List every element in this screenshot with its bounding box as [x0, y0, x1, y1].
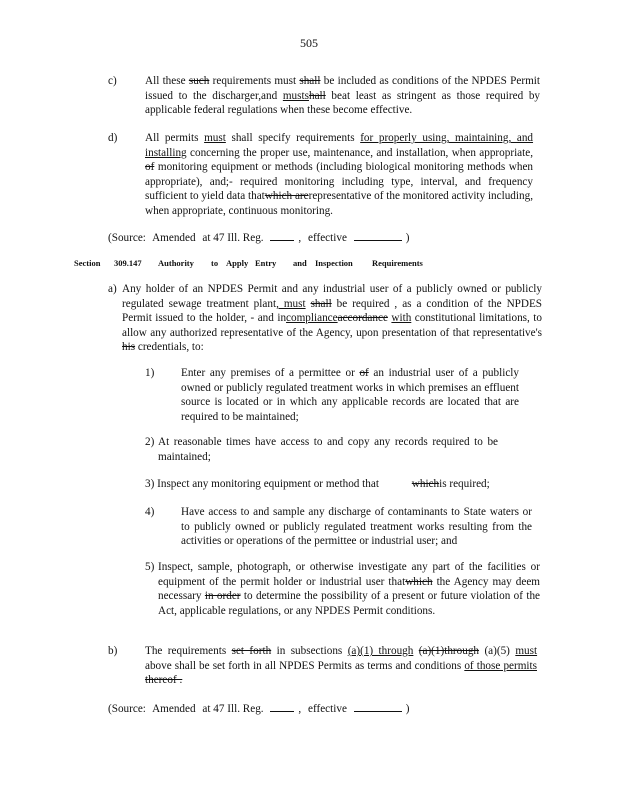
page-number: 505 — [300, 36, 318, 50]
item-d-label: d) — [108, 132, 118, 144]
blank-reg-1 — [270, 229, 294, 241]
subitem-a2-label: 2) — [145, 436, 155, 448]
subitem-a5-text: Inspect, sample, photograph, or otherwise investigate any part of the facilities or equipment of the permit holder or industrial user thatwhich the Agency may deem necessary in order to determine the possibility of a present or future violation of the Act, applicable regulations, or any NPDES Permit conditions. — [158, 561, 541, 617]
source-note-2: (Source: Amended at 47 Ill. Reg. , effective ) — [108, 700, 413, 717]
section-title-word: to — [211, 258, 219, 268]
subitem-a5-label: 5) — [145, 561, 155, 573]
blank-effective-1 — [354, 229, 402, 241]
blank-effective-2 — [354, 700, 402, 712]
section-title-word: Inspection — [315, 258, 353, 268]
blank-reg-2 — [270, 700, 294, 712]
item-c-label: c) — [108, 75, 117, 87]
subitem-a1-text: Enter any premises of a permittee or of an industrial user of a publicly owned or publicly regulated treatment works in which premises an effluent source is located or in which any applicable records are located that are required to be maintained; — [181, 367, 520, 423]
subsection-a-label: a) — [108, 283, 117, 295]
item-b-label: b) — [108, 645, 118, 657]
item-d-text: All permits must shall specify requirements for properly using, maintaining, and installing concerning the proper use, maintenance, and installation, when appropriate, of monitoring equipment or methods (including biological monitoring methods when appropriate), and;- required monitoring including type, interval, and frequency sufficient to yield data thatwhich arerepresentative of the monitored activity including, when appropriate, continuous monitoring. — [145, 132, 534, 217]
section-title-word: Entry — [255, 258, 277, 268]
item-c-text: All these such requirements must shall be included as conditions of the NPDES Permit issued to the discharger,and mustshall beat least as stringent as those required by applicable federal regulations when these become effective. — [145, 75, 541, 117]
subitem-a3-label: 3) — [145, 478, 155, 490]
subitem-a2-text: At reasonable times have access to and copy any records required to be maintained; — [158, 436, 498, 463]
section-title-word: Requirements — [372, 258, 423, 268]
subitem-a1-label: 1) — [145, 367, 155, 379]
section-title-word: Apply — [226, 258, 249, 268]
subitem-a4-label: 4) — [145, 506, 155, 518]
subitem-a3: 3) Inspect any monitoring equipment or method that whichis required; — [145, 478, 490, 490]
subsection-a-text: Any holder of an NPDES Permit and any industrial user of a publicly owned or publicly regulated sewage treatment plant, must shall be required , as a condition of the NPDES Permit issued to the holder, - and incomplianceaccordance with constitutional limitations, to allow any authorized representative of the Agency, upon presentation of that representative's his credentials, to: — [122, 283, 543, 354]
subitem-a4-text: Have access to and sample any discharge of contaminants to State waters or to publicly owned or publicly regulated treatment works resulting from the activities or operations of the permittee or industrial user; and — [181, 506, 532, 548]
item-b-text: The requirements set forth in subsections (a)(1) through (a)(1)through (a)(5) must above shall be set forth in all NPDES Permits as terms and conditions of those permits thereof . — [145, 645, 538, 687]
section-title-word: and — [293, 258, 307, 268]
section-label: Section — [74, 258, 101, 268]
source-note-1: (Source: Amended at 47 Ill. Reg. , effective ) — [108, 229, 413, 246]
section-number: 309.147 — [114, 258, 142, 268]
section-title-word: Authority — [158, 258, 194, 268]
